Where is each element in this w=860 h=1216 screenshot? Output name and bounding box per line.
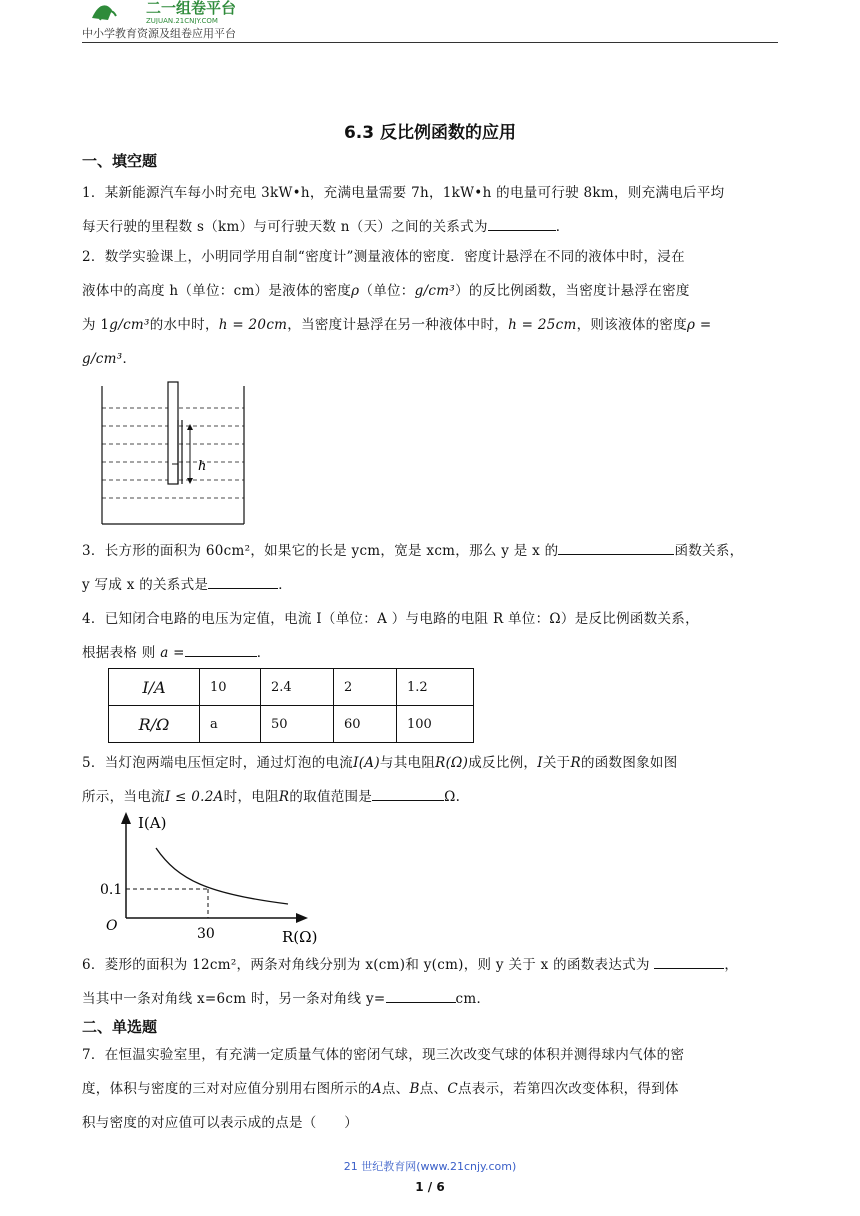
site-logo: [86, 0, 276, 24]
table-cell: 50: [261, 706, 334, 743]
table-header-cell: R/Ω: [109, 706, 200, 743]
q7-line3: 积与密度的对应值可以表示成的点是（ ）: [82, 1115, 358, 1131]
header-divider: [82, 42, 778, 43]
question-4: [82, 602, 778, 670]
question-6: [82, 948, 778, 1016]
q6-line1: 6．菱形的面积为 12cm²，两条对角线分别为 x(cm)和 y(cm)，则 y 关于 x 的函数表达式为 ，: [82, 948, 778, 982]
answer-blank[interactable]: [488, 216, 556, 231]
answer-blank[interactable]: [654, 954, 724, 969]
table-row: [109, 669, 474, 706]
table-header-cell: I/A: [109, 669, 200, 706]
page-title: 6.3 反比例函数的应用: [343, 123, 517, 143]
table-cell: 2.4: [261, 669, 334, 706]
table-cell: a: [200, 706, 261, 743]
q3-line2: y 写成 x 的关系式是 ．: [82, 568, 778, 602]
table-row: [109, 706, 474, 743]
question-3: [82, 534, 778, 602]
x-tick-label: 30: [197, 926, 215, 942]
answer-blank[interactable]: [185, 642, 257, 657]
figure-label-h: h: [198, 459, 207, 474]
q3-line1: 3．长方形的面积为 60cm²，如果它的长是 ycm，宽是 xcm，那么 y 是 x 的 函数关系，: [82, 534, 778, 568]
table-cell: 100: [397, 706, 474, 743]
inverse-curve: [156, 848, 288, 904]
answer-blank[interactable]: [208, 574, 278, 589]
q1-line2: 每天行驶的里程数 s（km）与可行驶天数 n（天）之间的关系式为 ．: [82, 210, 778, 244]
origin-label: O: [106, 918, 118, 934]
q4-line2: 根据表格 则 a = ．: [82, 636, 778, 670]
question-5: [82, 746, 778, 814]
footer-site: 21 世纪教育网(www.21cnjy.com): [343, 1160, 517, 1173]
answer-blank[interactable]: [372, 786, 444, 801]
current-resistance-table: [108, 668, 474, 743]
section-fill-blank: 一、填空题: [82, 152, 158, 170]
header-subtitle: 中小学教育资源及组卷应用平台: [82, 27, 236, 40]
logo-text: 二一组卷平台: [146, 0, 237, 17]
table-cell: 10: [200, 669, 261, 706]
logo-sub: ZUJUAN.21CNJY.COM: [146, 17, 218, 24]
section-single-choice: 二、单选题: [82, 1018, 158, 1036]
q2-line3: 为 1g/cm³的水中时，h = 20cm，当密度计悬浮在另一种液体中时，h = 25cm，则该液体的密度ρ =: [82, 317, 712, 333]
y-tick-label: 0.1: [100, 882, 123, 898]
table-cell: 2: [334, 669, 397, 706]
table-cell: 60: [334, 706, 397, 743]
q2-line1: 2．数学实验课上，小明同学用自制“密度计”测量液体的密度．密度计悬浮在不同的液体中时，浸在: [82, 249, 685, 265]
page-number: 1 / 6: [415, 1180, 445, 1194]
q2-line2: 液体中的高度 h（单位：cm）是液体的密度ρ（单位：g/cm³）的反比例函数，当密度计悬浮在密度: [82, 283, 690, 299]
q2-line4: g/cm³．: [82, 351, 137, 367]
q5-line2: 所示，当电流I ≤ 0.2A时，电阻R的取值范围是 Ω.: [82, 780, 778, 814]
hydrometer-figure: [98, 380, 248, 528]
q7-line1: 7．在恒温实验室里，有充满一定质量气体的密闭气球，现三次改变气球的体积并测得球内气体的密: [82, 1047, 685, 1063]
answer-blank[interactable]: [386, 988, 456, 1003]
inverse-graph: [98, 810, 338, 946]
question-2: [82, 240, 778, 376]
question-7: [82, 1038, 778, 1140]
q1-line1: 1．某新能源汽车每小时充电 3kW•h，充满电量需要 7h，1kW•h 的电量可行驶 8km，则充满电后平均: [82, 185, 725, 201]
q5-line1: 5．当灯泡两端电压恒定时，通过灯泡的电流I(A)与其电阻R(Ω)成反比例，I关于R的函数图象如图: [82, 755, 678, 771]
table-cell: 1.2: [397, 669, 474, 706]
q7-line2: 度，体积与密度的三对对应值分别用右图所示的A点、B点、C点表示，若第四次改变体积，得到体: [82, 1081, 679, 1097]
q6-line2: 当其中一条对角线 x=6cm 时，另一条对角线 y= cm．: [82, 982, 778, 1016]
answer-blank[interactable]: [558, 540, 674, 555]
y-axis-label: I(A): [138, 814, 167, 832]
question-1: [82, 176, 778, 244]
x-axis-label: R(Ω): [282, 928, 318, 946]
q4-line1: 4．已知闭合电路的电压为定值，电流 I（单位：A ）与电路的电阻 R 单位：Ω）是反比例函数关系，: [82, 611, 699, 627]
